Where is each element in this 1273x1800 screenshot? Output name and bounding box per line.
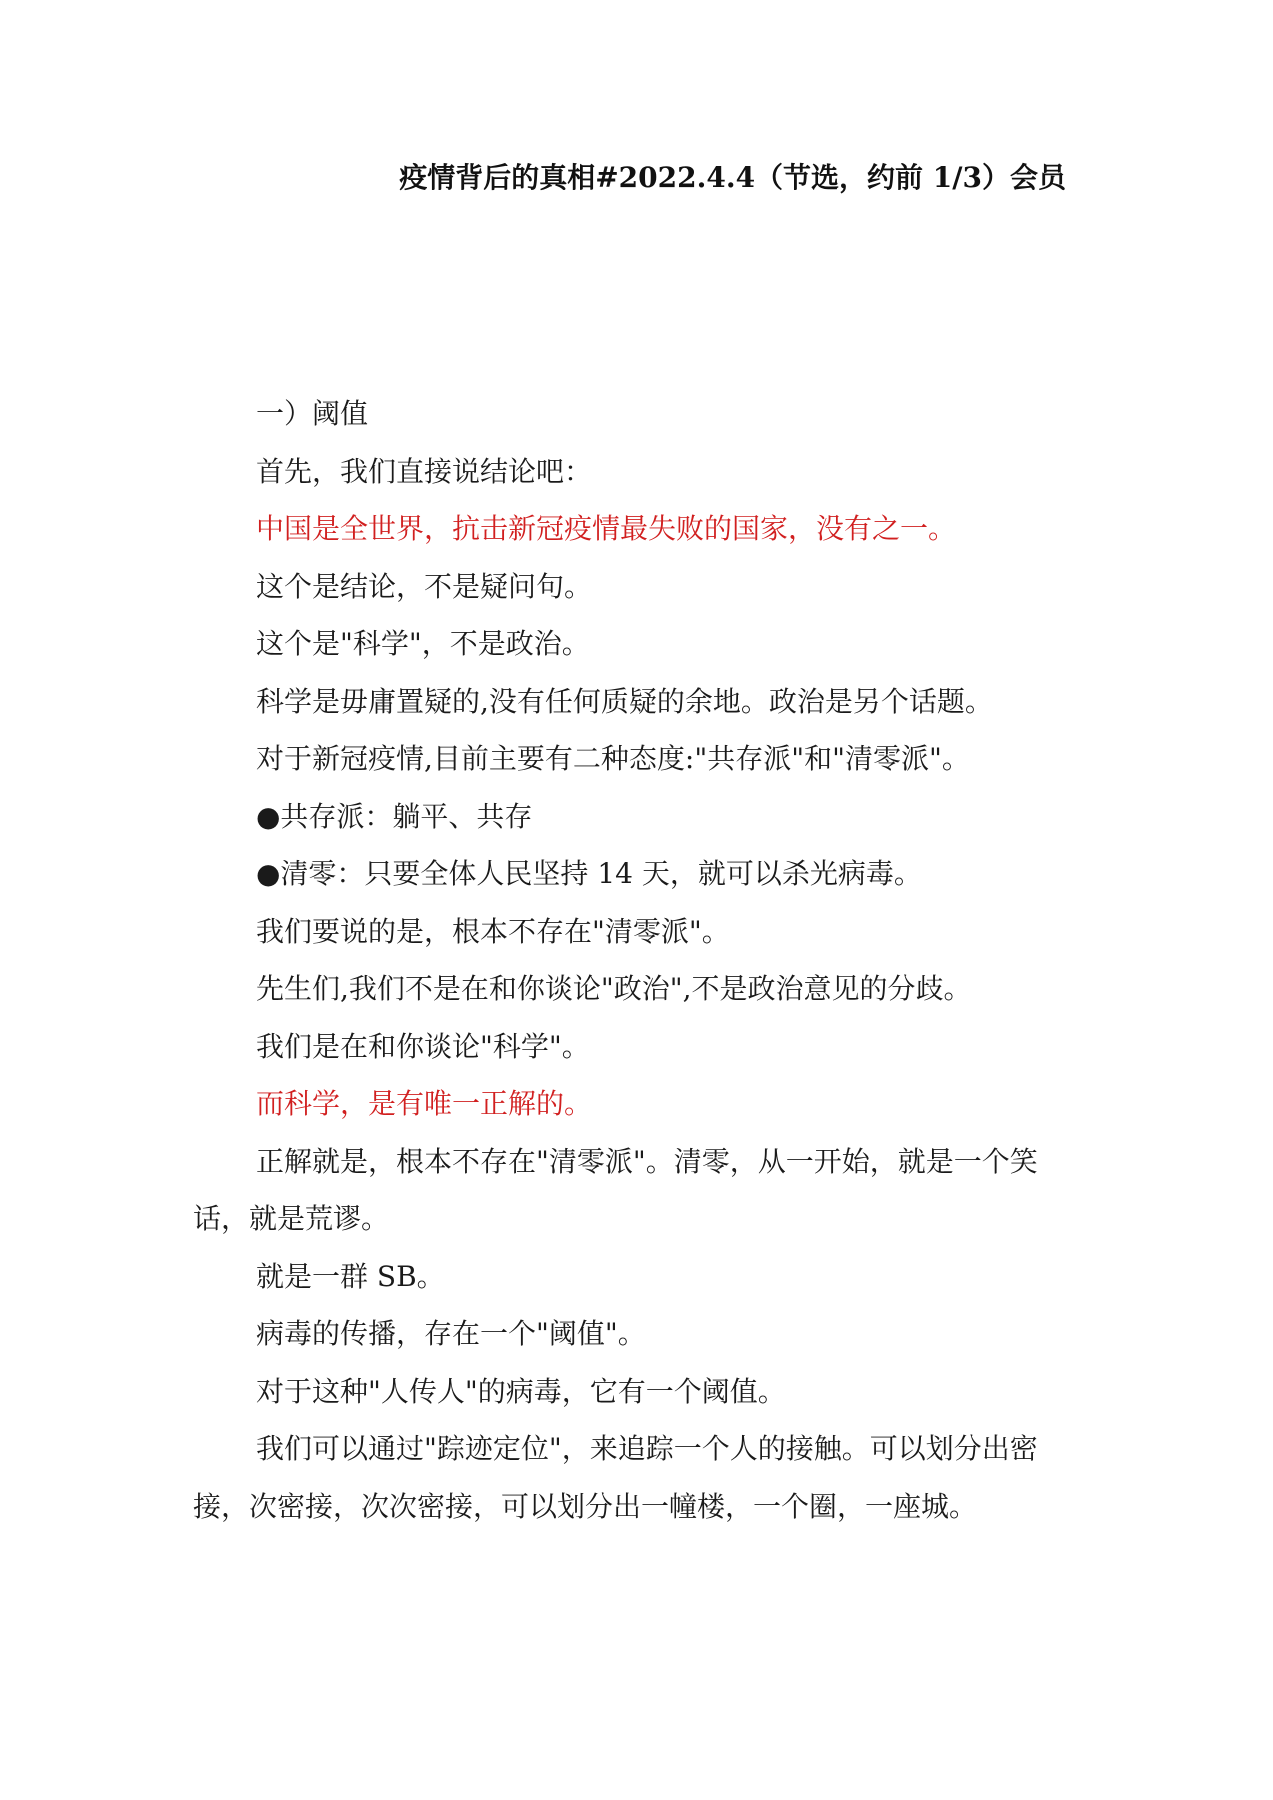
highlighted-paragraph: 中国是全世界，抗击新冠疫情最失败的国家，没有之一。 — [256, 512, 957, 545]
paragraph: 首先，我们直接说结论吧： — [256, 454, 593, 488]
bullet-item: ●清零：只要全体人民坚持 14 天，就可以杀光病毒。 — [256, 857, 922, 890]
paragraph: 对于新冠疫情,目前主要有二种态度:"共存派"和"清零派"。 — [256, 742, 970, 775]
bullet-item: ●共存派：躺平、共存 — [256, 799, 533, 833]
paragraph: 正解就是，根本不存在"清零派"。清零，从一开始，就是一个笑话，就是荒谬。 — [193, 1144, 1038, 1235]
paragraph: 我们是在和你谈论"科学"。 — [256, 1029, 590, 1063]
paragraph: 这个是结论，不是疑问句。 — [256, 569, 593, 603]
paragraph: 就是一群 SB。 — [256, 1259, 445, 1293]
paragraph: 这个是"科学"，不是政治。 — [256, 627, 590, 660]
paragraph: 我们要说的是，根本不存在"清零派"。 — [256, 914, 730, 948]
document-title: 疫情背后的真相#2022.4.4（节选，约前 1/3）会员 — [399, 161, 1066, 194]
paragraph: 病毒的传播，存在一个"阈值"。 — [256, 1317, 646, 1350]
highlighted-paragraph: 而科学，是有唯一正解的。 — [256, 1087, 593, 1120]
paragraph: 对于这种"人传人"的病毒，它有一个阈值。 — [256, 1374, 786, 1408]
paragraph: 先生们,我们不是在和你谈论"政治",不是政治意见的分歧。 — [256, 972, 972, 1005]
section-heading: 一）阈值 — [256, 397, 369, 430]
document-body — [193, 385, 1073, 1535]
paragraph: 科学是毋庸置疑的,没有任何质疑的余地。政治是另个话题。 — [256, 684, 993, 718]
paragraph: 我们可以通过"踪迹定位"，来追踪一个人的接触。可以划分出密接，次密接，次次密接，可以划分出一幢楼，一个圈，一座城。 — [193, 1432, 1038, 1523]
